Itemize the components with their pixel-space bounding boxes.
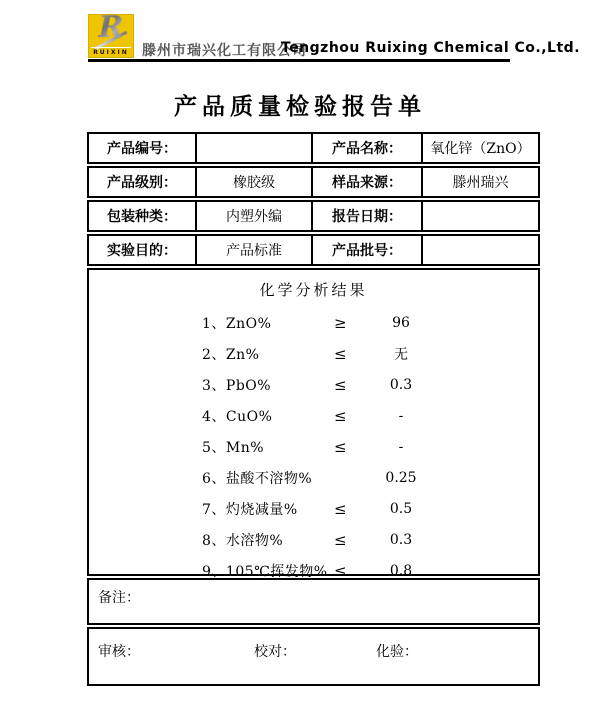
analysis-item-name: 9、105℃挥发物% — [202, 563, 328, 580]
analysis-item — [202, 400, 538, 431]
remark-label: 备注： — [98, 590, 140, 606]
product-name-label: 产品名称： — [311, 134, 421, 162]
analysis-item-list — [89, 307, 538, 586]
analysis-item — [202, 493, 538, 524]
analysis-item-value: 96 — [392, 314, 410, 331]
batch-number-label: 产品批号： — [311, 236, 421, 264]
analysis-item-value: 0.3 — [389, 531, 413, 548]
product-grade-value: 橡胶级 — [195, 168, 311, 196]
analysis-item-value: 0.25 — [385, 469, 417, 486]
product-grade-label: 产品级别： — [107, 175, 177, 191]
analysis-item — [202, 338, 538, 369]
analysis-item — [202, 369, 538, 400]
page-title: 产品质量检验报告单 — [174, 94, 426, 120]
analysis-item-value: 0.8 — [389, 562, 413, 579]
analysis-item-value: 无 — [394, 346, 408, 363]
company-name-chinese: 滕州市瑞兴化工有限公司 — [142, 43, 307, 59]
analysis-item — [202, 431, 538, 462]
chemical-analysis-section — [87, 268, 540, 580]
analysis-item-name: 8、水溶物% — [202, 532, 284, 549]
test-label: 化验： — [376, 644, 418, 660]
experiment-purpose-value: 产品标准 — [195, 236, 311, 264]
company-logo-icon — [88, 10, 134, 58]
product-code-label: 产品编号： — [107, 141, 177, 157]
report-table — [87, 132, 540, 686]
analysis-item-name: 7、灼烧减量% — [202, 501, 298, 518]
sample-source-value: 滕州瑞兴 — [421, 168, 538, 196]
company-name-english: Tengzhou Ruixing Chemical Co.,Ltd. — [281, 40, 581, 56]
analysis-item-value: - — [398, 407, 404, 424]
analysis-item-name: 1、ZnO% — [202, 315, 272, 332]
product-name-value: 氧化锌（ZnO） — [421, 134, 538, 162]
info-row-product-grade — [87, 166, 540, 198]
sample-source-label: 样品来源： — [311, 168, 421, 196]
logo-brand-text: RUIXIN — [91, 47, 131, 56]
analysis-section-title: 化学分析结果 — [259, 281, 368, 299]
analysis-item-symbol: ≤ — [334, 375, 347, 394]
analysis-item-symbol: ≤ — [334, 530, 347, 549]
product-code-value — [195, 134, 311, 162]
analysis-item-symbol: ≤ — [334, 344, 347, 363]
analysis-item-symbol: ≤ — [334, 406, 347, 425]
proofread-label: 校对： — [254, 644, 296, 660]
info-row-product-code — [87, 132, 540, 164]
packaging-type-value: 内塑外编 — [195, 202, 311, 230]
experiment-purpose-label: 实验目的： — [107, 243, 177, 259]
logo-r-glyph: R — [89, 12, 133, 44]
analysis-item-value: 0.5 — [389, 500, 413, 517]
analysis-item-value: 0.3 — [389, 376, 413, 393]
batch-number-value — [421, 236, 538, 264]
analysis-item — [202, 524, 538, 555]
packaging-type-label: 包装种类： — [107, 209, 177, 225]
report-date-value — [421, 202, 538, 230]
analysis-item-symbol: ≤ — [334, 499, 347, 518]
review-label: 审核： — [98, 644, 140, 660]
analysis-item-name: 2、Zn% — [202, 346, 260, 363]
analysis-item — [202, 462, 538, 493]
header-divider — [88, 59, 510, 62]
remark-section — [87, 578, 540, 625]
analysis-item-symbol: ≤ — [334, 561, 347, 580]
analysis-item-name: 5、Mn% — [202, 439, 265, 456]
analysis-item-name: 4、CuO% — [202, 408, 273, 425]
analysis-item-name: 6、盐酸不溶物% — [202, 470, 313, 487]
info-row-purpose — [87, 234, 540, 266]
signature-section — [87, 627, 540, 686]
analysis-item — [202, 307, 538, 338]
info-row-packaging — [87, 200, 540, 232]
analysis-item-symbol: ≤ — [334, 437, 347, 456]
analysis-item-symbol: ≥ — [334, 313, 347, 332]
analysis-item-value: - — [398, 438, 404, 455]
analysis-item-name: 3、PbO% — [202, 377, 272, 394]
report-date-label: 报告日期： — [311, 202, 421, 230]
